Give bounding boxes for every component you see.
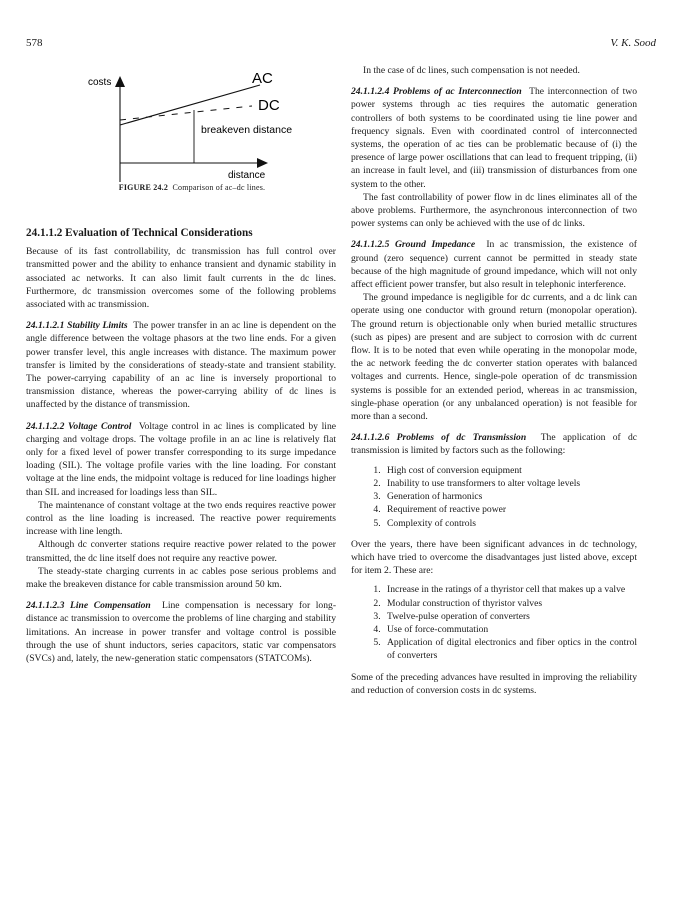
list-item: 2. Inability to use transformers to alter voltage levels bbox=[383, 477, 637, 490]
interconnection-paragraph bbox=[351, 85, 637, 191]
advances-list bbox=[351, 583, 637, 662]
compensation-end-paragraph: In the case of dc lines, such compensation is not needed. bbox=[363, 65, 580, 76]
intro-paragraph: Because of its fast controllability, dc transmission has full control over transmitted power and the ability to enhance transient and dynamic stability in associated ac networks. It can also limit fault currents in the dc lines. Furthermore, dc transmission overcomes some of the following problems associated with ac transmission. bbox=[26, 246, 336, 311]
advances-paragraph: Over the years, there have been significant advances in dc technology, which have tried to overcome the disadvantages just listed above, except for item 2. These are: bbox=[351, 538, 637, 577]
page-number: 578 bbox=[26, 37, 43, 49]
ground-paragraph bbox=[351, 238, 637, 291]
list-item: 4. Requirement of reactive power bbox=[383, 503, 637, 516]
voltage-paragraph-3: Although dc converter stations require reactive power related to the power transmitted, the dc line itself does not require any reactive power. bbox=[26, 539, 336, 564]
figure-label: FIGURE 24.2 bbox=[118, 183, 169, 192]
voltage-title: 24.1.1.2.2 Voltage Control bbox=[26, 420, 132, 432]
dc-problems-body: The application of dc transmission is limited by factors such as the following: bbox=[351, 432, 637, 457]
y-axis-arrow bbox=[115, 76, 125, 87]
dc-problems-title: 24.1.1.2.6 Problems of dc Transmission bbox=[351, 432, 527, 444]
voltage-paragraph bbox=[26, 420, 336, 499]
breakeven-label: breakeven distance bbox=[201, 124, 293, 136]
ac-cost-line bbox=[120, 85, 260, 125]
dc-label: DC bbox=[258, 97, 280, 114]
list-item: 1. High cost of conversion equipment bbox=[383, 464, 637, 477]
list-item: 4. Use of force-commutation bbox=[383, 623, 637, 636]
ground-title: 24.1.1.2.5 Ground Impedance bbox=[351, 239, 476, 251]
interconnection-body: The interconnection of two power systems through ac ties requires the automatic generation controllers of both systems to be coordinated using tie line power and frequency signals. Even with coordinated control of interconnected systems, the operation of ac ties can be problematic because of (i) the presence of large power oscillations that can lead to frequent tripping, (ii) an increase in fault level, and (iii) transmission of disturbances from one system to the other. bbox=[351, 86, 637, 190]
y-axis-label: costs bbox=[88, 77, 112, 88]
section-heading: 24.1.1.2 Evaluation of Technical Considerations bbox=[26, 227, 253, 239]
dc-cost-line bbox=[120, 106, 252, 120]
closing-paragraph: Some of the preceding advances have resulted in improving the reliability and reduction of conversion costs in dc systems. bbox=[351, 671, 637, 696]
interconnection-paragraph-2: The fast controllability of power flow in dc lines eliminates all of the above problems. Furthermore, the asynchronous interconnection of two power systems can only be achieved with the use of dc links. bbox=[351, 191, 637, 230]
compensation-body: Line compensation is necessary for long-distance ac transmission to overcome the problems of line charging and stability limitations. An increase in power transfer and voltage control is possible through the use of shunt inductors, series capacitors, static var compensators (SVCs) and, lately, the new-generation static compensators (STATCOMs). bbox=[26, 600, 337, 665]
stability-paragraph bbox=[26, 319, 336, 411]
x-axis-label: distance bbox=[228, 170, 266, 181]
ground-body: In ac transmission, the existence of ground (zero sequence) current cannot be permitted in steady state because of the high magnitude of ground impedance, which will not only affect efficient power transfer, but also result in telephonic interference. bbox=[351, 239, 638, 291]
compensation-paragraph bbox=[26, 599, 336, 665]
left-column bbox=[26, 227, 336, 665]
running-header-author: V. K. Sood bbox=[610, 37, 656, 49]
list-item: 5. Complexity of controls bbox=[383, 517, 637, 530]
right-column bbox=[351, 64, 637, 697]
dc-problems-list bbox=[351, 464, 637, 530]
interconnection-title: 24.1.1.2.4 Problems of ac Interconnection bbox=[351, 86, 522, 98]
x-axis-arrow bbox=[257, 158, 268, 168]
figure-ac-dc-comparison bbox=[80, 70, 320, 185]
dc-problems-paragraph bbox=[351, 431, 637, 457]
compensation-title: 24.1.1.2.3 Line Compensation bbox=[26, 600, 151, 612]
list-item: 3. Generation of harmonics bbox=[383, 490, 637, 503]
ground-paragraph-2: The ground impedance is negligible for dc currents, and a dc link can operate using one conductor with ground return (monopolar operation). The ground return is objectionable only when buried metallic structures (such as pipes) are present and are subject to corrosion with dc current flow. It is to be noted that even while operating in the monopolar mode, the ac network feeding the dc converter station operates with balanced voltages and currents. Hence, single-pole operation of dc transmission systems is possible for an extended period, whereas in ac transmission, single-phase operation (or any unbalanced operation) is not feasible for more than a second. bbox=[351, 292, 637, 423]
figure-caption bbox=[52, 183, 332, 192]
stability-title: 24.1.1.2.1 Stability Limits bbox=[26, 320, 128, 332]
voltage-paragraph-2: The maintenance of constant voltage at the two ends requires reactive power control as the line loading is increased. The reactive power requirements increase with line length. bbox=[26, 499, 336, 538]
ac-label: AC bbox=[252, 70, 273, 87]
voltage-paragraph-4: The steady-state charging currents in ac cables pose serious problems and make the breakeven distance for cable transmission around 50 km. bbox=[26, 565, 336, 591]
list-item: 2. Modular construction of thyristor valves bbox=[383, 597, 637, 610]
voltage-body: Voltage control in ac lines is complicated by line charging and voltage drops. The voltage profile in an ac line is relatively flat only for a fixed level of power transfer corresponding to its surge impedance loading (SIL). The voltage profile varies with the line loading. For constant voltage at the line ends, the midpoint voltage is reduced for line loadings higher than SIL and increased for loadings less than SIL. bbox=[26, 420, 336, 498]
list-item: 3. Twelve-pulse operation of converters bbox=[383, 610, 637, 623]
list-item: 5. Application of digital electronics and fiber optics in the control of converters bbox=[383, 636, 637, 662]
list-item: 1. Increase in the ratings of a thyristor cell that makes up a valve bbox=[383, 583, 637, 596]
stability-body: The power transfer in an ac line is dependent on the angle difference between the voltage phasors at the two line ends. For a given power transfer level, this angle increases with distance. The maximum power transfer is limited by the considerations of steady-state and transient stability. The power-carrying capability of an ac line is inversely proportional to transmission distance, whereas the power-carrying ability of dc lines is unaffected by the distance of transmission. bbox=[26, 320, 337, 411]
figure-caption-text: Comparison of ac–dc lines. bbox=[172, 183, 266, 192]
